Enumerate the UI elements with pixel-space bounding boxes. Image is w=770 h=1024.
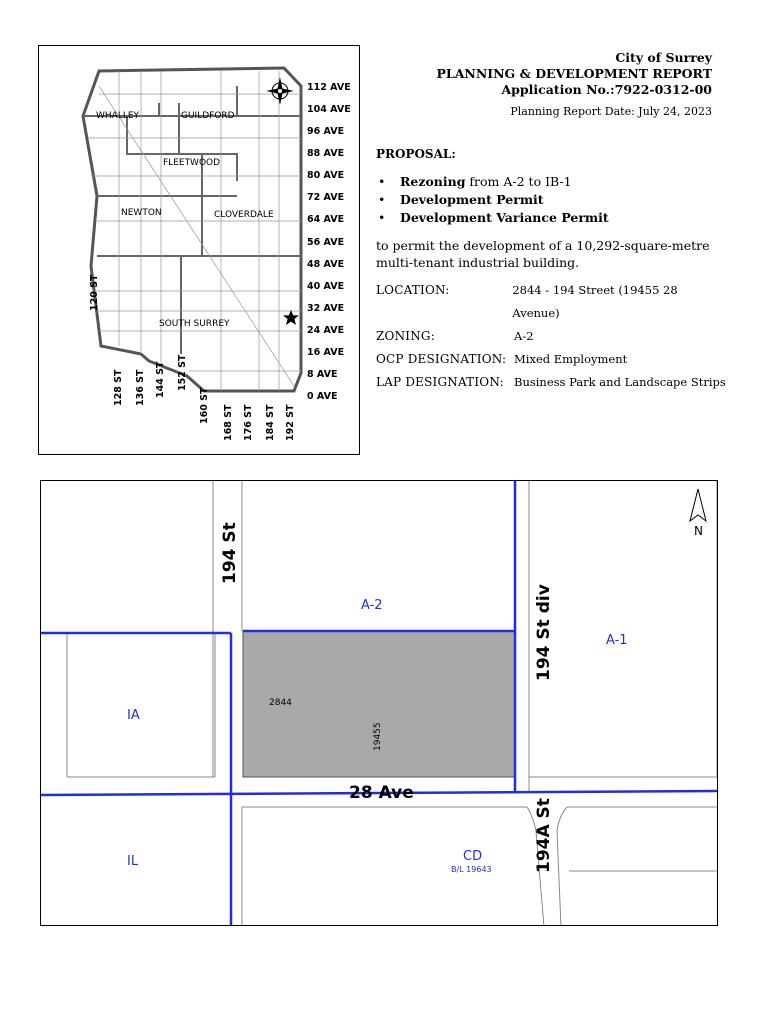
- avenue-label: 88 AVE: [307, 148, 345, 159]
- street-labels: [89, 274, 296, 441]
- proposal-section: [376, 147, 726, 394]
- application-number: 7922-0312-00: [614, 82, 712, 97]
- address-number: 19455: [373, 722, 383, 751]
- avenue-label: 80 AVE: [307, 170, 345, 181]
- proposal-item-bold: Development Permit: [400, 192, 544, 207]
- avenue-label: 32 AVE: [307, 303, 345, 314]
- city-name: City of Surrey: [615, 50, 712, 65]
- street-label: 120 ST: [89, 274, 100, 311]
- avenue-label: 104 AVE: [307, 104, 351, 115]
- avenue-label: 48 AVE: [307, 259, 345, 270]
- proposal-purpose: [376, 237, 726, 271]
- proposal-item-bold: Rezoning: [400, 174, 466, 189]
- proposal-item-rezoning: [376, 173, 726, 191]
- zone-label-cd: CD: [463, 849, 483, 864]
- street-label: 160 ST: [199, 387, 210, 424]
- proposal-item-dvp: [376, 209, 726, 227]
- proposal-item-bold: Development Variance Permit: [400, 210, 609, 225]
- street-label: 176 ST: [243, 404, 254, 441]
- area-newton: NEWTON: [121, 208, 162, 218]
- application-label: Application No.:: [501, 82, 615, 97]
- bylaw-label: B/L 19643: [451, 865, 492, 874]
- avenue-label: 112 AVE: [307, 82, 351, 93]
- ocp-value: Mixed Employment: [514, 352, 628, 366]
- report-date: Planning Report Date: July 24, 2023: [510, 105, 712, 118]
- zone-label-ia: IA: [127, 708, 140, 723]
- purpose-line: to permit the development of a 10,292-square-metre: [376, 238, 710, 253]
- report-title: PLANNING & DEVELOPMENT REPORT: [436, 66, 712, 81]
- proposal-item-dp: [376, 191, 726, 209]
- purpose-line: multi-tenant industrial building.: [376, 255, 580, 270]
- street-label-28-ave: 28 Ave: [349, 783, 414, 803]
- ocp-row: [376, 348, 726, 371]
- ocp-label: OCP DESIGNATION:: [376, 352, 507, 366]
- street-label: 136 ST: [135, 369, 146, 406]
- lap-value: Business Park and Landscape Strips: [514, 375, 726, 389]
- location-row: [376, 279, 726, 325]
- site-map: [40, 480, 718, 926]
- key-map: [38, 45, 360, 455]
- area-fleetwood: FLEETWOOD: [163, 158, 221, 168]
- area-boundaries: [83, 86, 301, 354]
- avenue-label: 96 AVE: [307, 126, 345, 137]
- street-label: 168 ST: [223, 404, 234, 441]
- report-header: [437, 50, 712, 120]
- zoning-value: A-2: [514, 329, 534, 343]
- avenue-label: 0 AVE: [307, 391, 338, 402]
- avenue-label: 24 AVE: [307, 325, 345, 336]
- area-whalley: WHALLEY: [96, 111, 140, 121]
- zone-label-a2: A-2: [361, 598, 383, 613]
- avenue-label: 40 AVE: [307, 281, 345, 292]
- proposal-heading: PROPOSAL:: [376, 147, 456, 161]
- avenue-label: 8 AVE: [307, 369, 338, 380]
- compass-rose-icon: [266, 77, 294, 105]
- application-number-line: [437, 82, 712, 98]
- proposal-item-rest: from A-2 to IB-1: [465, 174, 572, 189]
- lap-row: [376, 371, 726, 394]
- avenue-label: 72 AVE: [307, 192, 345, 203]
- lot-number: 2844: [269, 698, 292, 708]
- street-label: 128 ST: [113, 369, 124, 406]
- designation-fields: [376, 279, 726, 394]
- avenue-label: 16 AVE: [307, 347, 345, 358]
- area-south-surrey: SOUTH SURREY: [159, 319, 230, 329]
- area-guildford: GUILDFORD: [181, 111, 235, 121]
- key-map-graphic: [39, 46, 361, 456]
- proposal-list: [376, 173, 726, 227]
- site-map-graphic: [41, 481, 718, 926]
- street-label-194-st: 194 St: [220, 522, 240, 584]
- zone-label-il: IL: [127, 854, 139, 869]
- avenue-labels: [307, 82, 351, 402]
- zone-label-a1: A-1: [606, 633, 628, 648]
- star-icon: [283, 310, 299, 325]
- zoning-row: [376, 325, 726, 348]
- lap-label: LAP DESIGNATION:: [376, 375, 504, 389]
- street-label: 144 ST: [155, 361, 166, 398]
- street-label: 152 ST: [177, 354, 188, 391]
- street-label-194-st-div: 194 St div: [534, 584, 554, 681]
- area-cloverdale: CLOVERDALE: [214, 210, 274, 220]
- street-label: 184 ST: [265, 404, 276, 441]
- avenue-label: 64 AVE: [307, 214, 345, 225]
- avenue-label: 56 AVE: [307, 237, 345, 248]
- location-value: 2844 - 194 Street (19455 28 Avenue): [512, 283, 678, 320]
- location-label: LOCATION:: [376, 283, 450, 297]
- north-label: N: [694, 524, 703, 538]
- zoning-label: ZONING:: [376, 329, 435, 343]
- street-label-194a-st: 194A St: [534, 798, 554, 873]
- street-label: 192 ST: [285, 404, 296, 441]
- north-arrow-icon: [690, 489, 706, 538]
